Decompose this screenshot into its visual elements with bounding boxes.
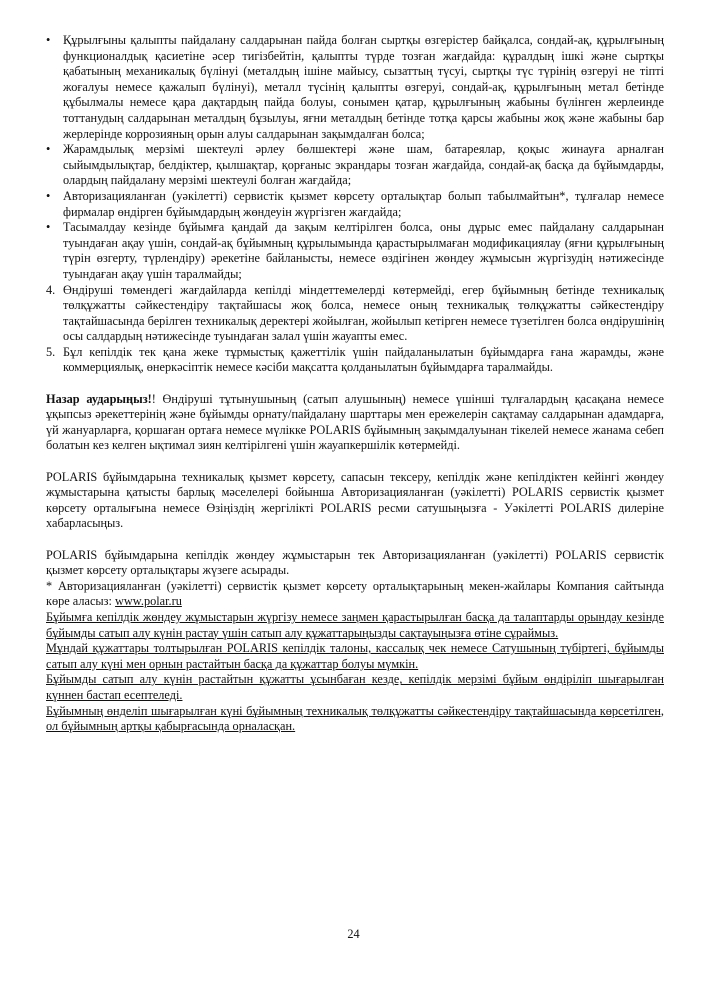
warranty-exclusions-list — [46, 33, 664, 376]
number-marker: 4. — [46, 282, 56, 297]
website-link[interactable]: www.polar.ru — [115, 594, 182, 609]
spacer — [46, 454, 664, 470]
list-item-text: Құрылғыны қалыпты пайдалану салдарынан пайда болған сыртқы өзгерістер байқалса, сондай-ақ, құрылғының функционалдық қасиетіне әсер тигізбейтін, қалыпты түрде тозған жағдайда: құралдың ішкі және сыртқы қабатының механикалық бүлінуі (металдың ішіне майысу, сызаттың түсуі, сыртқы түс түрінің өзгеруі не тіпті жоғалуы немесе қажалып бүлінуі), металл түсінің қалыпты өзгеруі, сондай-ақ, құрылғының метал бетінде құбылмалы немесе қара дақтардың пайда болуы, сонымен қатар, құрылғының жабыны бүлінген жерлеинде тоттанудың салдарынан металдың бұзылуы, яғни металдың бетінде тотқа қарсы жабыны жоқ және жабыны бар жерлерінде коррозияның орын алуы салдарынан зақымдалған болса; — [63, 33, 664, 141]
list-item — [46, 142, 664, 189]
underlined-note: Бұйымды сатып алу күнін растайтын құжатты ұсынбаған кезде, кепілдік мерзімі бұйым өндіріліп шығарылған күннен бастап есептеледі. — [46, 672, 664, 702]
warning-text: ! Өндіруші тұтынушының (сатып алушының) немесе үшінші тұлғалардың қасақана немесе ұқыпсыз әрекеттерінің және бұйымды орнату/пайдалану шарттары мен ережелерін сақтамау салдарынан адамдарға, үй жануарларға, қоршаған ортаға немесе мүлікке POLARIS бұйымның зақымдалуынан тікелей немесе жанама себеп болатын кез келген ықтимал зиян келтірілгені үшін жауапкершілік көтермейді. — [46, 391, 664, 453]
repair-paragraph: POLARIS бұйымдарына кепілдік жөндеу жұмыстарын тек Авторизацияланған (уәкілетті) POLARIS сервистік қызмет көрсету орталықтары жүзеге асырады. — [46, 547, 664, 578]
list-item-text: Бұл кепілдік тек қана жеке тұрмыстық қажеттілік үшін пайдаланылатын бұйымдарға ғана жарамды, және коммерциялық, өнеркәсіптік немесе кәсіби мақсатта қолданылатын бұйымдарға таралмайды. — [63, 344, 664, 375]
list-item — [46, 189, 664, 220]
list-item-text: Өндіруші төмендегі жағдайларда кепілді міндеттемелерді көтермейді, егер бұйымның бетінде техникалық төлқұжатты сәйкестендіру тақтайшасы жоқ болса, немесе оның техникалық төлқұжатты сәйкестендіру тақтайшасында берілген техникалық деректері жойылған, жойылып кетірген немесе түзетілген болса өндірушінің осы салдардың нәтижесінде туындаған залал үшін жауапты емес. — [63, 282, 664, 344]
footnote-text: * Авторизацияланған (уәкілетті) сервистік қызмет көрсету орталықтарының мекен-жайлары Компания сайтында көре аласыз: — [46, 578, 664, 609]
underlined-note: Мұндай құжаттары толтырылған POLARIS кепілдік талоны, кассалық чек немесе Сатушының түбіртегі, бұйымды сатып алу күні мен орнын растайтын басқа да құжаттар болуы мүмкін. — [46, 641, 664, 671]
underlined-note: Бұйымның өнделіп шығарылған күні бұйымның техникалық төлқұжатты сәйкестендіру тақтайшасында көрсетілген, ол бұйымның артқы қабырғасында орналасқан. — [46, 703, 664, 734]
spacer — [46, 376, 664, 392]
number-marker: 5. — [46, 344, 56, 359]
page-number: 24 — [347, 927, 360, 941]
list-item — [46, 220, 664, 282]
footnote-paragraph — [46, 579, 664, 610]
warning-label: Назар аударыңыз! — [46, 391, 152, 406]
bullet-marker: • — [46, 33, 51, 47]
underlined-note: Бұйымға кепілдік жөндеу жұмыстарын жүргізу немесе заңмен қарастырылған басқа да талаптарды орындау кезінде бұйымды сатып алу күнін растау үшін сатып алу құжаттарыңызды сақтауыңызға өтіне сұраймыз. — [46, 609, 664, 640]
bullet-marker: • — [46, 220, 51, 235]
list-item — [46, 283, 664, 345]
list-item — [46, 345, 664, 376]
list-item — [46, 33, 664, 142]
bullet-marker: • — [46, 188, 51, 203]
list-item-text: Авторизацияланған (уәкілетті) сервистік қызмет көрсету орталықтар болып табылмайтын*, тұлғалар немесе фирмалар өндірген бұйымдардың жөндеуін жүргізген жағдайда; — [63, 188, 664, 219]
bullet-marker: • — [46, 142, 51, 157]
service-paragraph: POLARIS бұйымдарына техникалық қызмет көрсету, сапасын тексеру, кепілдік және кепілдіктен кейінгі жөндеу жұмыстарына қатысты барлық мәселелері бойынша Авторизацияланған (уәкілетті) POLARIS сервистік қызмет көрсету орталығына немесе Өзіңіздің жергілікті POLARIS ресми сатушыңызға - Уәкілетті POLARIS дилеріне хабарласыңыз. — [46, 469, 664, 531]
list-item-text: Жарамдылық мерзімі шектеулі әрлеу бөлшектері және шам, батареялар, қоқыс жинауға арналған сыйымдылықтар, белдіктер, қылшақтар, қорғаныс экрандары тозған жағдайда, сондай-ақ басқа да бұйымдарды, олардың пайдалану мерзімі шектеулі болған жағдайда; — [63, 142, 664, 188]
warning-paragraph — [46, 392, 664, 454]
spacer — [46, 532, 664, 548]
list-item-text: Тасымалдау кезінде бұйымға қандай да зақым келтірілген болса, оны дұрыс емес пайдалану салдарынан туындаған ақау үшін, сондай-ақ бұйымның құрылымында қарастырылмаған модификациялау (яғни құрылғының түрін өзгерту, түрлендіру) әрекетіне байланысты, немесе өздігінен жөндеу жұмысын жүргізудің нәтижесінде туындаған ақау үшін таралмайды; — [63, 220, 664, 281]
page-content — [46, 33, 664, 735]
